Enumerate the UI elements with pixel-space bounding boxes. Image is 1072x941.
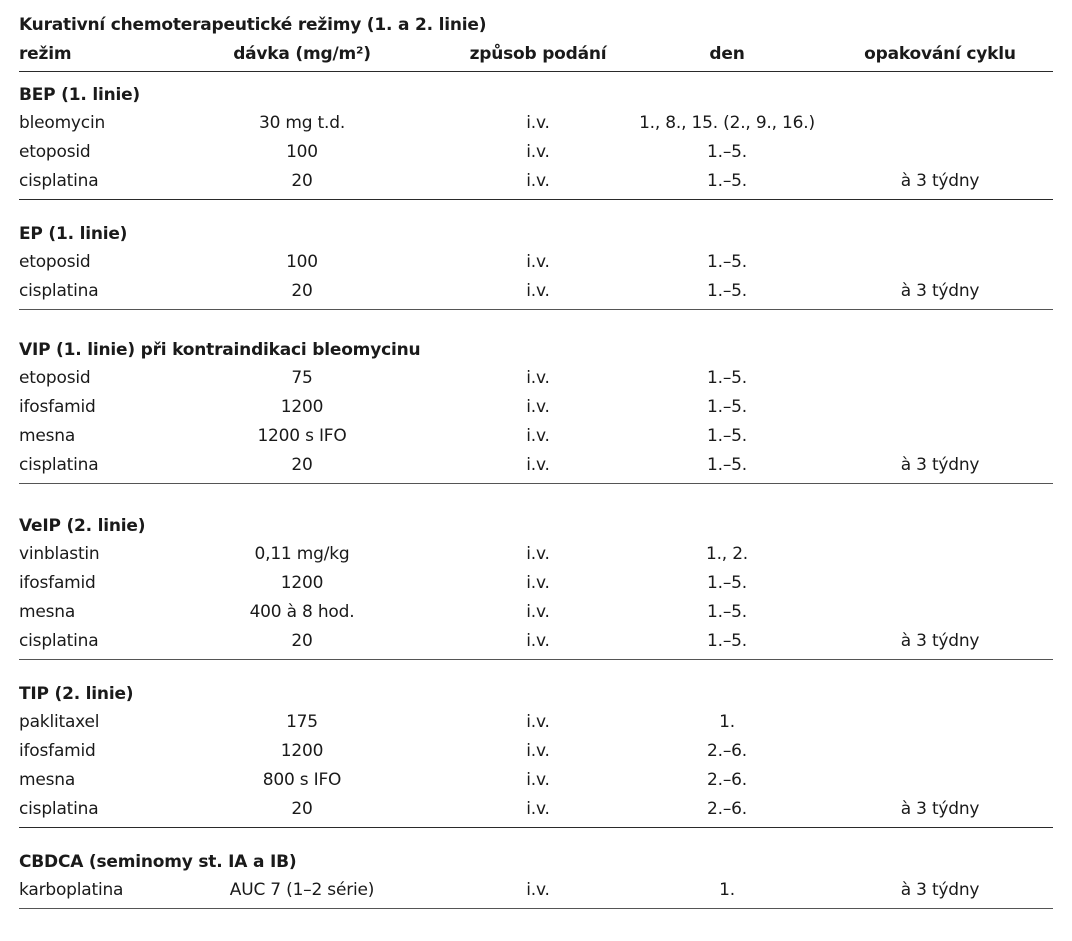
cell-day: 1., 2. — [705, 544, 749, 564]
regimen-title: BEP (1. linie) — [19, 85, 141, 105]
cell-dose: 0,11 mg/kg — [254, 544, 350, 564]
section-rule — [19, 908, 1053, 909]
cell-dose: 20 — [291, 631, 313, 651]
regimen-title: VIP (1. linie) při kontraindikaci bleomycinu — [19, 340, 421, 360]
cell-dose: AUC 7 (1–2 série) — [229, 880, 375, 900]
cell-dose: 20 — [291, 799, 313, 819]
cell-repeat: à 3 týdny — [900, 799, 980, 819]
cell-drug: cisplatina — [19, 799, 99, 819]
cell-dose: 400 à 8 hod. — [249, 602, 355, 622]
cell-drug: mesna — [19, 426, 76, 446]
cell-route: i.v. — [526, 426, 550, 446]
cell-dose: 1200 — [280, 741, 324, 761]
cell-day: 1.–5. — [707, 281, 747, 301]
column-header-dose: dávka (mg/m²) — [233, 44, 371, 64]
cell-repeat: à 3 týdny — [900, 455, 980, 475]
cell-dose: 175 — [286, 712, 318, 732]
cell-day: 1. — [719, 712, 735, 732]
column-header-repeat: opakování cyklu — [864, 44, 1016, 64]
cell-day: 1.–5. — [707, 397, 747, 417]
cell-day: 1.–5. — [707, 252, 747, 272]
cell-day: 2.–6. — [707, 741, 747, 761]
cell-drug: mesna — [19, 770, 76, 790]
header-rule — [19, 71, 1053, 72]
cell-drug: paklitaxel — [19, 712, 100, 732]
regimen-title: EP (1. linie) — [19, 224, 128, 244]
cell-dose: 75 — [291, 368, 313, 388]
cell-drug: etoposid — [19, 142, 91, 162]
cell-repeat: à 3 týdny — [900, 171, 980, 191]
regimen-title: TIP (2. linie) — [19, 684, 134, 704]
cell-route: i.v. — [526, 397, 550, 417]
cell-drug: etoposid — [19, 252, 91, 272]
cell-dose: 800 s IFO — [262, 770, 342, 790]
cell-repeat: à 3 týdny — [900, 880, 980, 900]
cell-route: i.v. — [526, 602, 550, 622]
column-header-regimen: režim — [19, 44, 72, 64]
cell-route: i.v. — [526, 573, 550, 593]
cell-repeat: à 3 týdny — [900, 631, 980, 651]
regimen-title: VeIP (2. linie) — [19, 516, 146, 536]
section-rule — [19, 309, 1053, 310]
cell-drug: cisplatina — [19, 631, 99, 651]
cell-day: 2.–6. — [707, 799, 747, 819]
cell-drug: ifosfamid — [19, 397, 96, 417]
cell-dose: 100 — [286, 142, 318, 162]
cell-drug: cisplatina — [19, 281, 99, 301]
cell-route: i.v. — [526, 544, 550, 564]
cell-route: i.v. — [526, 113, 550, 133]
cell-day: 1., 8., 15. (2., 9., 16.) — [639, 113, 815, 133]
cell-route: i.v. — [526, 368, 550, 388]
cell-route: i.v. — [526, 631, 550, 651]
cell-day: 1.–5. — [707, 602, 747, 622]
cell-day: 1.–5. — [707, 171, 747, 191]
cell-day: 1.–5. — [707, 573, 747, 593]
cell-drug: etoposid — [19, 368, 91, 388]
cell-dose: 30 mg t.d. — [258, 113, 346, 133]
cell-day: 2.–6. — [707, 770, 747, 790]
cell-dose: 1200 — [280, 397, 324, 417]
cell-route: i.v. — [526, 252, 550, 272]
table-title: Kurativní chemoterapeutické režimy (1. a 2. linie) — [19, 15, 487, 35]
cell-route: i.v. — [526, 455, 550, 475]
cell-day: 1.–5. — [707, 426, 747, 446]
cell-route: i.v. — [526, 799, 550, 819]
cell-route: i.v. — [526, 142, 550, 162]
cell-dose: 20 — [291, 455, 313, 475]
regimen-title: CBDCA (seminomy st. IA a IB) — [19, 852, 297, 872]
cell-route: i.v. — [526, 712, 550, 732]
cell-day: 1.–5. — [707, 142, 747, 162]
cell-drug: cisplatina — [19, 171, 99, 191]
column-header-day: den — [709, 44, 745, 64]
section-rule — [19, 827, 1053, 828]
cell-drug: bleomycin — [19, 113, 106, 133]
cell-dose: 20 — [291, 171, 313, 191]
cell-dose: 100 — [286, 252, 318, 272]
cell-route: i.v. — [526, 770, 550, 790]
cell-repeat: à 3 týdny — [900, 281, 980, 301]
cell-drug: karboplatina — [19, 880, 124, 900]
cell-drug: ifosfamid — [19, 741, 96, 761]
cell-drug: cisplatina — [19, 455, 99, 475]
column-header-route: způsob podání — [469, 44, 607, 64]
cell-route: i.v. — [526, 741, 550, 761]
cell-drug: mesna — [19, 602, 76, 622]
cell-dose: 1200 s IFO — [257, 426, 347, 446]
cell-day: 1.–5. — [707, 455, 747, 475]
cell-route: i.v. — [526, 171, 550, 191]
cell-day: 1.–5. — [707, 368, 747, 388]
section-rule — [19, 199, 1053, 200]
cell-route: i.v. — [526, 281, 550, 301]
cell-route: i.v. — [526, 880, 550, 900]
cell-drug: vinblastin — [19, 544, 100, 564]
cell-dose: 20 — [291, 281, 313, 301]
cell-day: 1. — [719, 880, 735, 900]
cell-dose: 1200 — [280, 573, 324, 593]
section-rule — [19, 483, 1053, 484]
cell-day: 1.–5. — [707, 631, 747, 651]
cell-drug: ifosfamid — [19, 573, 96, 593]
section-rule — [19, 659, 1053, 660]
